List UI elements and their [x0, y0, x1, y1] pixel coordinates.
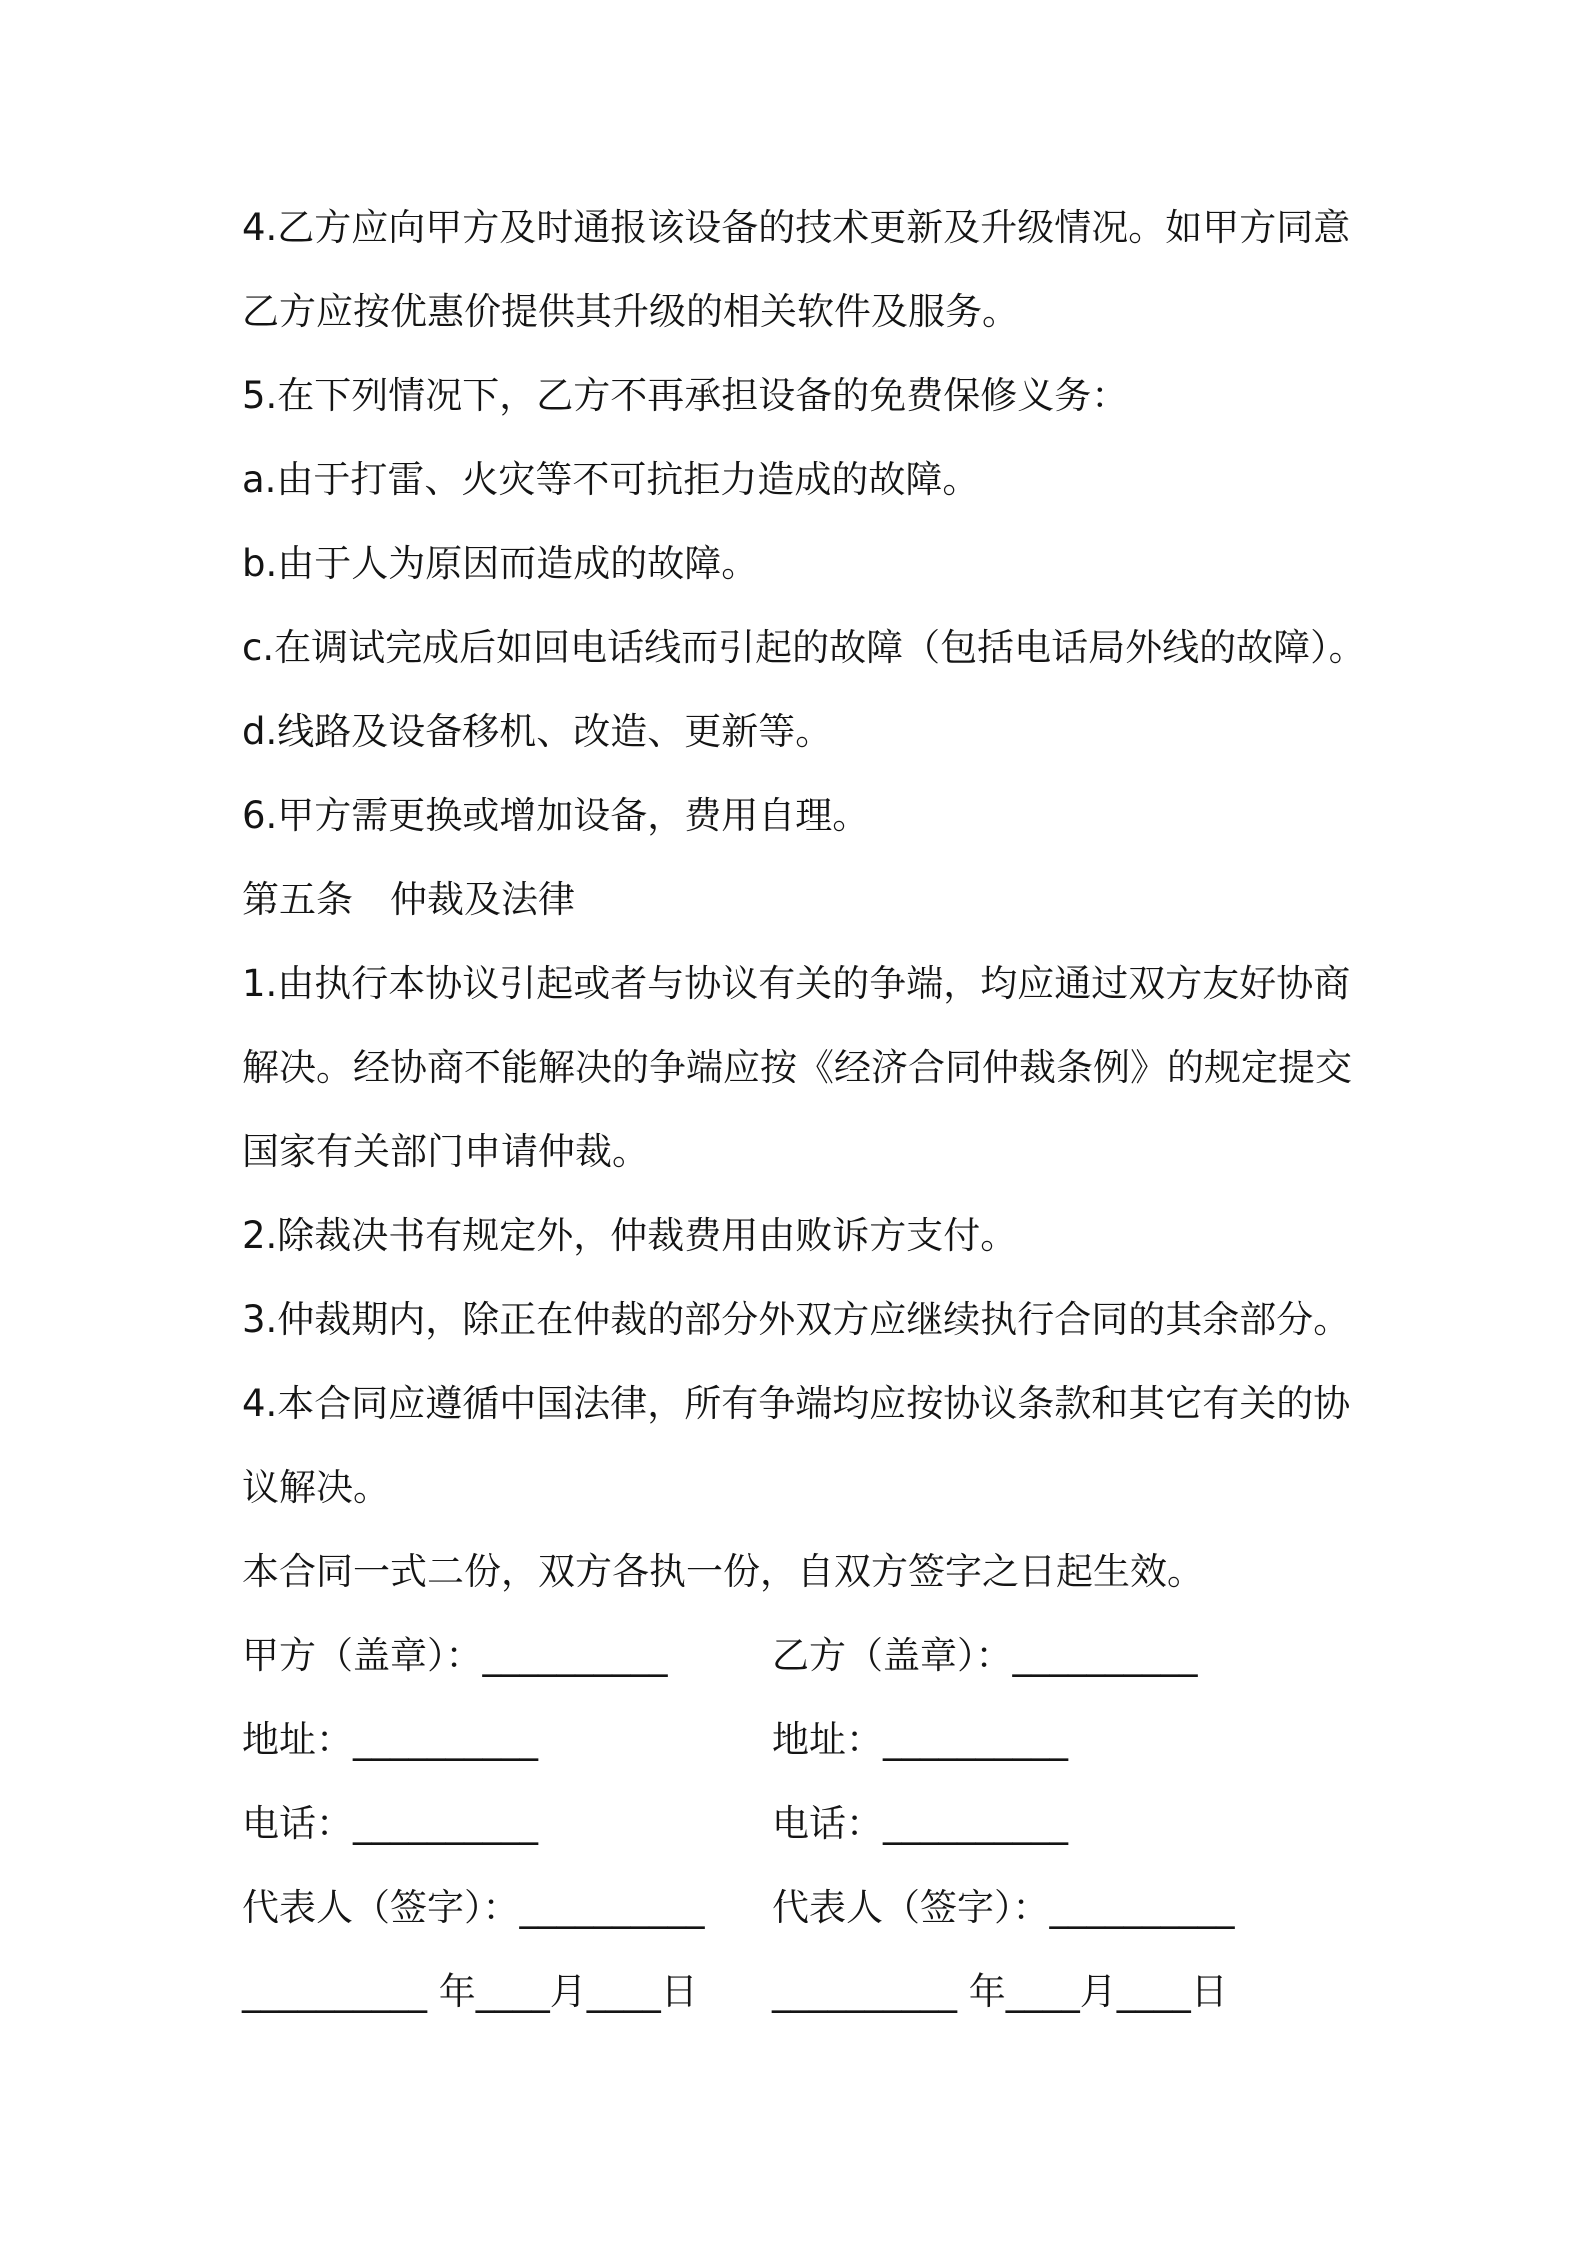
party-b-address-field: 地址：__________ [772, 1718, 1068, 1761]
party-b-representative-field: 代表人（签字）：__________ [772, 1886, 1235, 1929]
clause-5-item-a: a.由于打雷、火灾等不可抗拒力造成的故障。 [242, 458, 980, 501]
clause-6: 6.甲方需更换或增加设备，费用自理。 [242, 794, 870, 837]
party-a-date-field: __________ 年____月____日 [242, 1970, 698, 2013]
clause-4-line-2: 乙方应按优惠价提供其升级的相关软件及服务。 [242, 290, 1019, 333]
party-b-seal-field: 乙方（盖章）：__________ [772, 1634, 1198, 1677]
party-a-seal-field: 甲方（盖章）：__________ [242, 1634, 668, 1677]
clause-5-intro: 5.在下列情况下，乙方不再承担设备的免费保修义务： [242, 374, 1129, 417]
arbitration-clause-1-line-2: 解决。经协商不能解决的争端应按《经济合同仲裁条例》的规定提交 [242, 1046, 1352, 1089]
arbitration-clause-1-line-1: 1.由执行本协议引起或者与协议有关的争端，均应通过双方友好协商 [242, 962, 1351, 1005]
contract-body [242, 186, 1542, 2034]
party-a-phone-field: 电话：__________ [242, 1802, 538, 1845]
clause-5-item-d: d.线路及设备移机、改造、更新等。 [242, 710, 833, 753]
party-a-representative-field: 代表人（签字）：__________ [242, 1886, 705, 1929]
clause-5-item-b: b.由于人为原因而造成的故障。 [242, 542, 759, 585]
party-b-date-field: __________ 年____月____日 [772, 1970, 1228, 2013]
arbitration-clause-2: 2.除裁决书有规定外，仲裁费用由败诉方支付。 [242, 1214, 1018, 1257]
clause-5-item-c: c.在调试完成后如回电话线而引起的故障（包括电话局外线的故障）。 [242, 626, 1366, 669]
address-row [242, 1698, 1542, 1782]
party-b-phone-field: 电话：__________ [772, 1802, 1068, 1845]
party-a-address-field: 地址：__________ [242, 1718, 538, 1761]
section-heading: 第五条 仲裁及法律 [242, 878, 575, 921]
signature-block [242, 1614, 1542, 2034]
arbitration-clause-4-line-2: 议解决。 [242, 1466, 390, 1509]
arbitration-clause-4-line-1: 4.本合同应遵循中国法律，所有争端均应按协议条款和其它有关的协 [242, 1382, 1351, 1425]
arbitration-clause-1-line-3: 国家有关部门申请仲裁。 [242, 1130, 649, 1173]
arbitration-clause-3: 3.仲裁期内，除正在仲裁的部分外双方应继续执行合同的其余部分。 [242, 1298, 1351, 1341]
clause-4-line-1: 4.乙方应向甲方及时通报该设备的技术更新及升级情况。如甲方同意 [242, 206, 1351, 249]
representative-row [242, 1866, 1542, 1950]
date-row [242, 1950, 1542, 2034]
effectiveness-statement: 本合同一式二份，双方各执一份，自双方签字之日起生效。 [242, 1550, 1204, 1593]
phone-row [242, 1782, 1542, 1866]
seal-row [242, 1614, 1542, 1698]
